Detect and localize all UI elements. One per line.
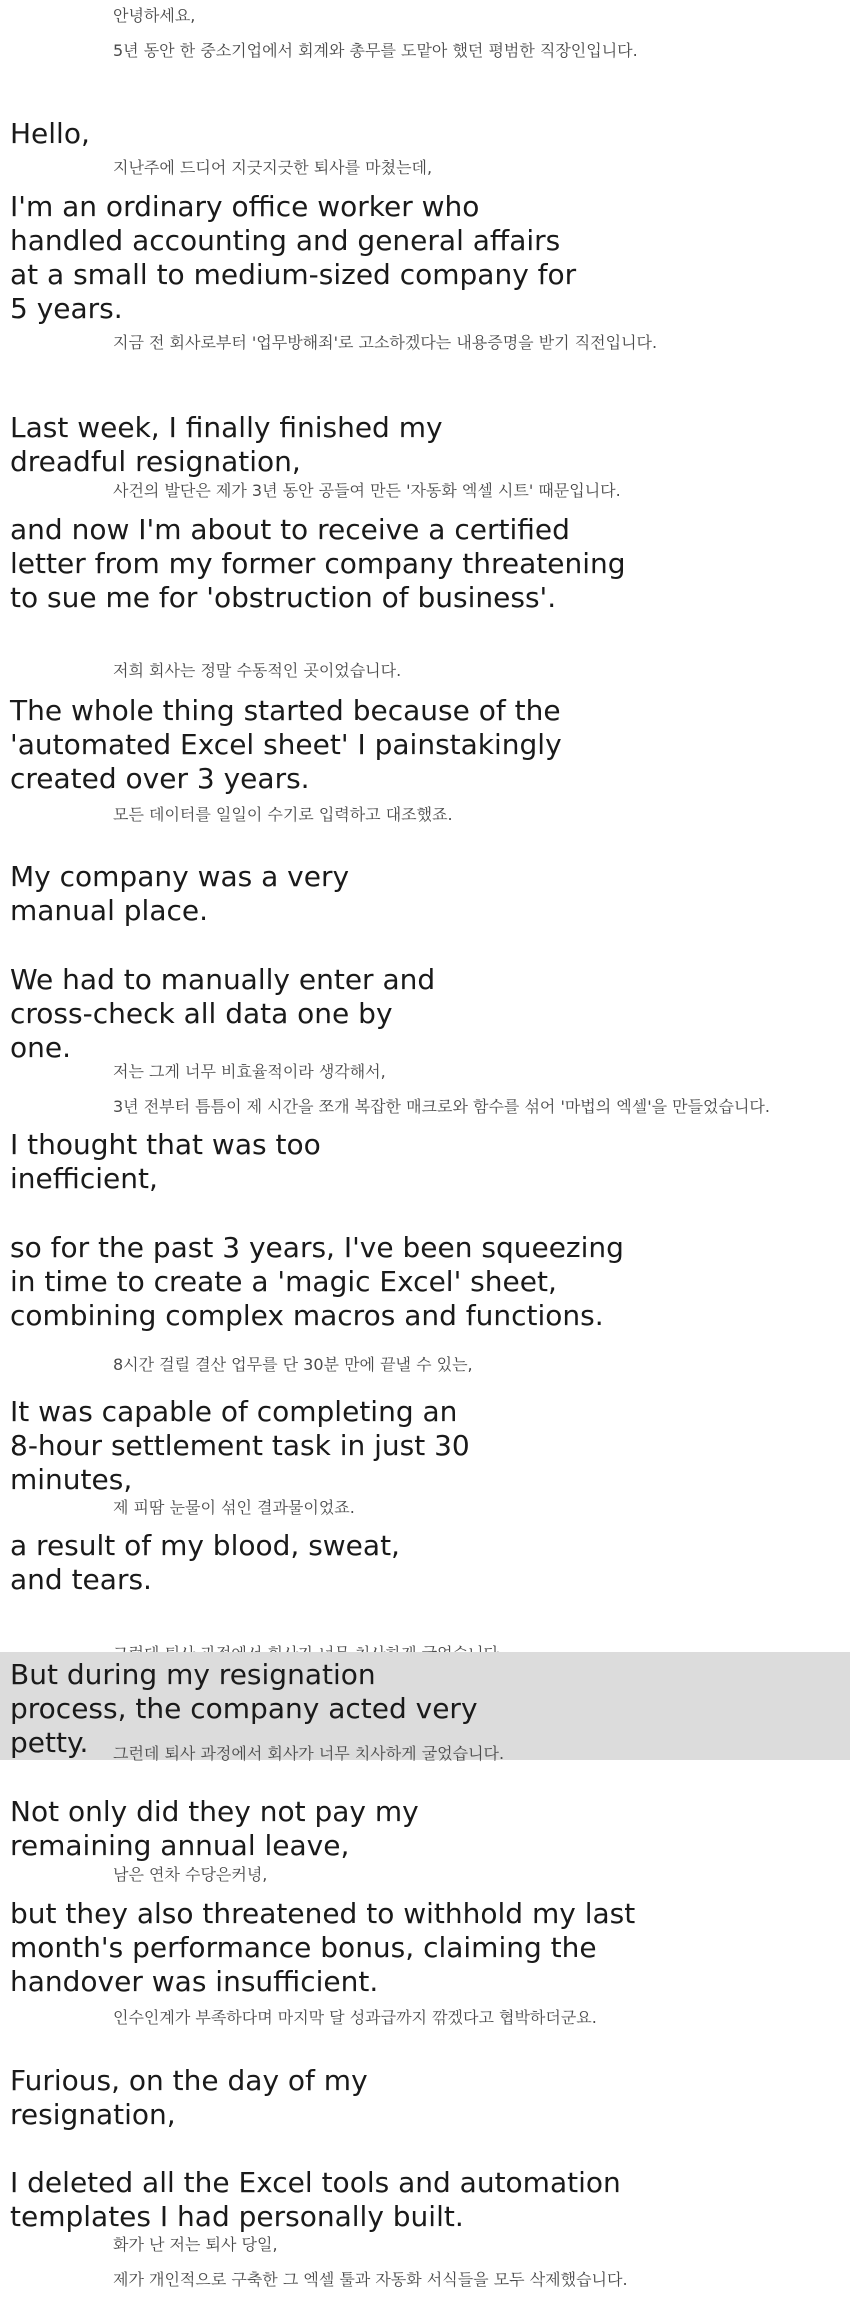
- korean-subtitle-line-text: 그런데 퇴사 과정에서 회사가 너무 치사하게 굴었습니다.: [113, 1744, 505, 1763]
- english-subtitle-block: and now I'm about to receive a certified letter from my former company threatening to sue me for 'obstruction of business'.: [10, 513, 626, 614]
- korean-subtitle-line: 5년 동안 한 중소기업에서 회계와 총무를 도맡아 했던 평범한 직장인입니다.: [113, 41, 638, 60]
- korean-subtitle-line: 제가 개인적으로 구축한 그 엑셀 툴과 자동화 서식들을 모두 삭제했습니다.: [113, 2270, 628, 2289]
- korean-subtitle-line: 지난주에 드디어 지긋지긋한 퇴사를 마쳤는데,: [113, 158, 433, 177]
- korean-subtitle-line: 저는 그게 너무 비효율적이라 생각해서,: [113, 1062, 386, 1081]
- english-subtitle-block: The whole thing started because of the 'automated Excel sheet' I painstakingly created over 3 years.: [10, 694, 562, 795]
- english-subtitle-block: I deleted all the Excel tools and automation templates I had personally built.: [10, 2166, 621, 2233]
- english-subtitle-block: I thought that was too inefficient,: [10, 1128, 321, 1195]
- korean-subtitle-line-partial: [113, 1744, 505, 1764]
- english-subtitle-block: Hello,: [10, 117, 90, 150]
- english-subtitle-block: Furious, on the day of my resignation,: [10, 2064, 368, 2131]
- korean-subtitle-line: 안녕하세요,: [113, 6, 196, 25]
- english-subtitle-block: We had to manually enter and cross-check all data one by one.: [10, 963, 436, 1064]
- korean-subtitle-line: 인수인계가 부족하다며 마지막 달 성과급까지 깎겠다고 협박하더군요.: [113, 2008, 597, 2027]
- korean-subtitle-line: 사건의 발단은 제가 3년 동안 공들여 만든 '자동화 엑셀 시트' 때문입니다.: [113, 481, 621, 500]
- korean-subtitle-line: 모든 데이터를 일일이 수기로 입력하고 대조했죠.: [113, 805, 453, 824]
- english-subtitle-block: but they also threatened to withhold my last month's performance bonus, claiming the handover was insufficient.: [10, 1897, 636, 1998]
- english-subtitle-block: My company was a very manual place.: [10, 860, 350, 927]
- korean-subtitle-line: 화가 난 저는 퇴사 당일,: [113, 2235, 278, 2254]
- english-subtitle-block: Not only did they not pay my remaining annual leave,: [10, 1795, 419, 1862]
- english-subtitle-block: so for the past 3 years, I've been squeezing in time to create a 'magic Excel' sheet, combining complex macros and functions.: [10, 1231, 624, 1332]
- korean-subtitle-line: 8시간 걸릴 결산 업무를 단 30분 만에 끝낼 수 있는,: [113, 1355, 473, 1374]
- english-subtitle-block-highlighted: But during my resignation process, the company acted very petty.: [10, 1658, 478, 1759]
- korean-subtitle-line-partial: [113, 1644, 504, 1652]
- korean-subtitle-line: 3년 전부터 틈틈이 제 시간을 쪼개 복잡한 매크로와 함수를 섞어 '마법의 엑셀'을 만들었습니다.: [113, 1097, 770, 1116]
- english-subtitle-block: I'm an ordinary office worker who handled accounting and general affairs at a small to medium-sized company for 5 years.: [10, 190, 577, 325]
- english-subtitle-block: Last week, I finally finished my dreadful resignation,: [10, 411, 443, 478]
- english-subtitle-block: It was capable of completing an 8-hour settlement task in just 30 minutes,: [10, 1395, 470, 1496]
- korean-subtitle-line: 제 피땀 눈물이 섞인 결과물이었죠.: [113, 1498, 355, 1517]
- korean-subtitle-line: 저희 회사는 정말 수동적인 곳이었습니다.: [113, 661, 402, 680]
- english-subtitle-block: a result of my blood, sweat, and tears.: [10, 1529, 400, 1596]
- korean-subtitle-line: 지금 전 회사로부터 '업무방해죄'로 고소하겠다는 내용증명을 받기 직전입니다.: [113, 333, 658, 352]
- korean-subtitle-line: 남은 연차 수당은커녕,: [113, 1865, 268, 1884]
